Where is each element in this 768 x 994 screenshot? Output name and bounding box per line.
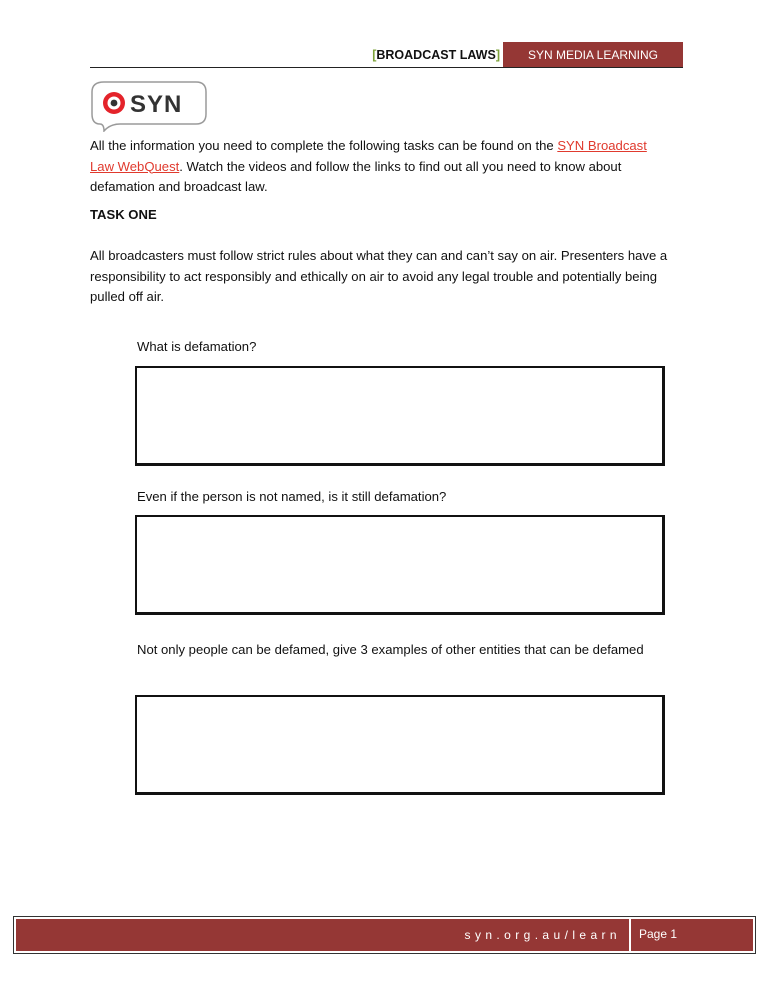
header-rule [90, 67, 683, 68]
answer-box-1[interactable] [135, 366, 665, 466]
logo-text: SYN [130, 91, 183, 118]
page-number: Page 1 [639, 927, 678, 941]
syn-logo [90, 80, 208, 132]
task-heading: TASK ONE [90, 207, 157, 222]
page-header [90, 42, 683, 68]
answer-box-3[interactable] [135, 695, 665, 795]
intro-paragraph [90, 136, 670, 198]
intro-text-after: . Watch the videos and follow the links to find out all you need to know about defamation and broadcast law. [90, 158, 622, 194]
footer-url: syn.org.au/learn [464, 928, 621, 942]
question-2: Even if the person is not named, is it still defamation? [137, 489, 447, 504]
logo-dot [111, 100, 118, 107]
intro-text-before: All the information you need to complete the following tasks can be found on the [90, 138, 558, 153]
answer-box-2[interactable] [135, 515, 665, 615]
page-footer [13, 916, 756, 954]
bracket-close: ] [495, 48, 500, 62]
footer-bar [16, 919, 753, 951]
question-3: Not only people can be defamed, give 3 examples of other entities that can be defamed [137, 642, 644, 657]
header-title-text: BROADCAST LAWS [376, 48, 496, 62]
header-title [372, 48, 500, 62]
webquest-link[interactable]: SYN Broadcast Law WebQuest [90, 138, 647, 174]
header-tab: SYN MEDIA LEARNING [503, 42, 683, 68]
question-1: What is defamation? [137, 339, 257, 354]
task-text: All broadcasters must follow strict rules about what they can and can’t say on air. Presenters have a responsibility to act responsibly and ethically on air to avoid any legal trouble and potentially being pulled off air. [90, 248, 668, 304]
bracket-open: [ [372, 48, 377, 62]
